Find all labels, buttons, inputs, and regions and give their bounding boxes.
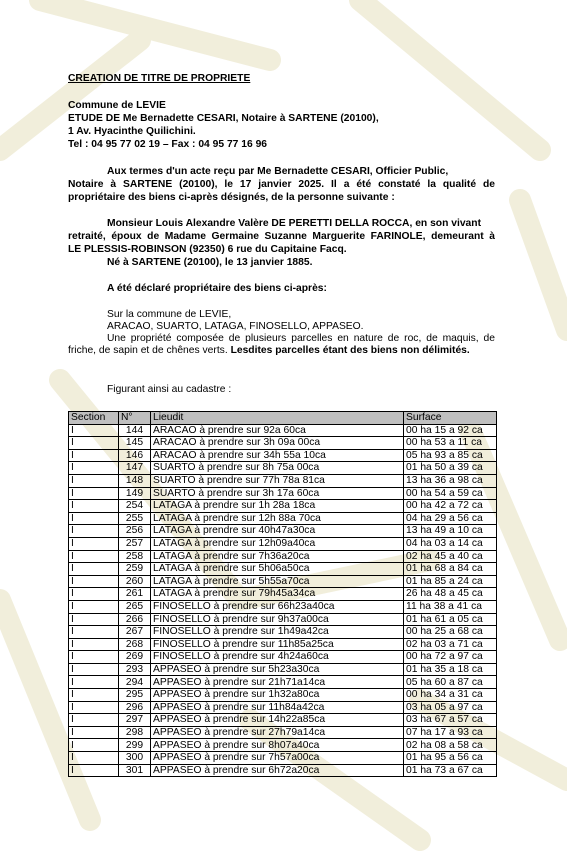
cell-surface: 00 ha 54 a 59 ca [404,487,497,500]
cell-surface: 01 ha 50 a 39 ca [404,462,497,475]
cell-surface: 04 ha 29 a 56 ca [404,512,497,525]
cell-section: I [69,474,119,487]
cell-number: 254 [119,500,151,513]
cell-surface: 01 ha 73 a 67 ca [404,764,497,777]
cell-section: I [69,651,119,664]
cell-number: 295 [119,689,151,702]
cell-surface: 00 ha 53 a 11 ca [404,437,497,450]
intro-line-1: Aux termes d'un acte reçu par Me Bernadette CESARI, Officier Public, [107,166,449,177]
cell-lieudit: APPASEO à prendre sur 5h23a30ca [151,663,404,676]
cell-number: 267 [119,626,151,639]
cell-surface: 13 ha 49 a 10 ca [404,525,497,538]
cell-number: 260 [119,575,151,588]
cell-lieudit: FINOSELLO à prendre sur 11h85a25ca [151,638,404,651]
table-row [69,714,497,727]
cell-number: 261 [119,588,151,601]
cell-number: 265 [119,600,151,613]
cell-lieudit: LATAGA à prendre sur 5h55a70ca [151,575,404,588]
cell-lieudit: APPASEO à prendre sur 8h07a40ca [151,739,404,752]
cell-surface: 07 ha 17 a 93 ca [404,726,497,739]
cell-section: I [69,537,119,550]
cell-section: I [69,525,119,538]
cell-section: I [69,424,119,437]
notary-address-line: 1 Av. Hyacinthe Quilichini. [68,126,196,137]
table-row [69,462,497,475]
cadastre-table-header-row [69,412,497,425]
commune-line: Commune de LEVIE [68,100,166,111]
cell-lieudit: APPASEO à prendre sur 11h84a42ca [151,701,404,714]
cell-lieudit: LATAGA à prendre sur 5h06a50ca [151,563,404,576]
cell-section: I [69,626,119,639]
table-row [69,474,497,487]
cell-lieudit: ARACAO à prendre sur 34h 55a 10ca [151,449,404,462]
cell-section: I [69,512,119,525]
cell-surface: 02 ha 03 a 71 ca [404,638,497,651]
table-row [69,600,497,613]
cell-number: 255 [119,512,151,525]
cell-number: 257 [119,537,151,550]
cell-number: 298 [119,726,151,739]
cell-section: I [69,500,119,513]
property-nature-line [68,345,470,357]
cell-lieudit: LATAGA à prendre sur 1h 28a 18ca [151,500,404,513]
cell-surface: 03 ha 05 a 97 ca [404,701,497,714]
table-row [69,550,497,563]
table-row [69,726,497,739]
cell-lieudit: LATAGA à prendre sur 79h45a34ca [151,588,404,601]
cell-number: 148 [119,474,151,487]
cell-number: 146 [119,449,151,462]
cell-lieudit: APPASEO à prendre sur 14h22a85ca [151,714,404,727]
cell-number: 300 [119,752,151,765]
cell-number: 268 [119,638,151,651]
notary-office-line: ETUDE DE Me Bernadette CESARI, Notaire à SARTENE (20100), [68,113,379,124]
cell-number: 297 [119,714,151,727]
cell-surface: 01 ha 61 a 05 ca [404,613,497,626]
cell-number: 301 [119,764,151,777]
cadastre-table [68,411,497,777]
cell-section: I [69,600,119,613]
cell-surface: 01 ha 35 a 18 ca [404,663,497,676]
cell-section: I [69,714,119,727]
cell-surface: 03 ha 67 a 57 ca [404,714,497,727]
table-row [69,575,497,588]
property-description-line: Une propriété composée de plusieurs parcelles en nature de roc, de maquis, de [107,333,495,344]
column-header-number: N° [119,412,151,425]
cell-number: 147 [119,462,151,475]
cell-surface: 00 ha 42 a 72 ca [404,500,497,513]
property-boundary-note: Lesdites parcelles étant des biens non délimités. [230,345,470,356]
cell-lieudit: LATAGA à prendre sur 7h36a20ca [151,550,404,563]
document-title: CREATION DE TITRE DE PROPRIETE [68,73,251,84]
owner-line-2: retraité, époux de Madame Germaine Suzanne Marguerite FARINOLE, demeurant à [68,231,495,242]
cell-section: I [69,613,119,626]
intro-line-2: Notaire à SARTENE (20100), le 17 janvier 2025. Il a été constaté la qualité de [68,179,495,190]
cell-lieudit: FINOSELLO à prendre sur 1h49a42ca [151,626,404,639]
cell-lieudit: APPASEO à prendre sur 7h57a00ca [151,752,404,765]
cell-surface: 13 ha 36 a 98 ca [404,474,497,487]
table-row [69,764,497,777]
table-row [69,512,497,525]
cell-lieudit: LATAGA à prendre sur 12h 88a 70ca [151,512,404,525]
cell-number: 296 [119,701,151,714]
cell-lieudit: FINOSELLO à prendre sur 66h23a40ca [151,600,404,613]
table-row [69,613,497,626]
cell-section: I [69,764,119,777]
cell-section: I [69,563,119,576]
cell-section: I [69,638,119,651]
cell-lieudit: SUARTO à prendre sur 77h 78a 81ca [151,474,404,487]
table-row [69,437,497,450]
table-row [69,689,497,702]
cell-number: 293 [119,663,151,676]
cadastre-table-body [69,424,497,777]
cell-lieudit: SUARTO à prendre sur 8h 75a 00ca [151,462,404,475]
cell-surface: 05 ha 93 a 85 ca [404,449,497,462]
cell-section: I [69,588,119,601]
cell-section: I [69,462,119,475]
cell-section: I [69,663,119,676]
table-row [69,487,497,500]
cell-section: I [69,726,119,739]
cell-number: 294 [119,676,151,689]
cell-section: I [69,739,119,752]
cell-surface: 00 ha 15 a 92 ca [404,424,497,437]
cell-section: I [69,676,119,689]
table-row [69,752,497,765]
declared-owner-line: A été déclaré propriétaire des biens ci-après: [107,283,327,294]
cell-lieudit: FINOSELLO à prendre sur 9h37a00ca [151,613,404,626]
cell-surface: 05 ha 60 a 87 ca [404,676,497,689]
cell-number: 269 [119,651,151,664]
cell-number: 145 [119,437,151,450]
cell-surface: 04 ha 03 a 14 ca [404,537,497,550]
cell-lieudit: APPASEO à prendre sur 1h32a80ca [151,689,404,702]
property-places-line: ARACAO, SUARTO, LATAGA, FINOSELLO, APPASEO. [107,321,364,332]
notary-contact-line: Tel : 04 95 77 02 19 – Fax : 04 95 77 16 96 [68,139,268,150]
table-row [69,676,497,689]
cell-surface: 01 ha 85 a 24 ca [404,575,497,588]
cell-number: 256 [119,525,151,538]
property-nature-text: friche, de sapin et de chênes verts. [68,345,231,356]
table-row [69,588,497,601]
table-row [69,563,497,576]
cell-surface: 02 ha 45 a 40 ca [404,550,497,563]
cell-surface: 00 ha 72 a 97 ca [404,651,497,664]
table-row [69,537,497,550]
column-header-section: Section [69,412,119,425]
cell-section: I [69,701,119,714]
property-commune-line: Sur la commune de LEVIE, [107,309,232,320]
cell-section: I [69,752,119,765]
cell-number: 259 [119,563,151,576]
table-row [69,626,497,639]
cadastre-intro-line: Figurant ainsi au cadastre : [107,384,232,395]
cell-lieudit: APPASEO à prendre sur 27h79a14ca [151,726,404,739]
cell-surface: 11 ha 38 a 41 ca [404,600,497,613]
cell-lieudit: LATAGA à prendre sur 12h09a40ca [151,537,404,550]
table-row [69,525,497,538]
column-header-lieudit: Lieudit [151,412,404,425]
cell-surface: 00 ha 34 a 31 ca [404,689,497,702]
table-row [69,701,497,714]
table-row [69,651,497,664]
table-row [69,663,497,676]
cell-lieudit: SUARTO à prendre sur 3h 17a 60ca [151,487,404,500]
cell-surface: 01 ha 95 a 56 ca [404,752,497,765]
cell-number: 299 [119,739,151,752]
cell-surface: 02 ha 08 a 58 ca [404,739,497,752]
cell-surface: 00 ha 25 a 68 ca [404,626,497,639]
column-header-surface: Surface [404,412,497,425]
owner-line-3: LE PLESSIS-ROBINSON (92350) 6 rue du Capitaine Facq. [68,244,347,255]
owner-line-1: Monsieur Louis Alexandre Valère DE PERETTI DELLA ROCCA, en son vivant [107,218,482,229]
cell-surface: 01 ha 68 a 84 ca [404,563,497,576]
cell-lieudit: LATAGA à prendre sur 40h47a30ca [151,525,404,538]
cell-lieudit: ARACAO à prendre sur 92a 60ca [151,424,404,437]
table-row [69,500,497,513]
cell-section: I [69,437,119,450]
cell-lieudit: APPASEO à prendre sur 21h71a14ca [151,676,404,689]
cell-section: I [69,550,119,563]
intro-line-3: propriétaire des biens ci-après désignés, de la personne suivante : [68,192,395,203]
cell-lieudit: APPASEO à prendre sur 6h72a20ca [151,764,404,777]
cell-section: I [69,449,119,462]
cell-number: 144 [119,424,151,437]
table-row [69,424,497,437]
cell-section: I [69,575,119,588]
cell-section: I [69,689,119,702]
table-row [69,638,497,651]
owner-birth-line: Né à SARTENE (20100), le 13 janvier 1885. [107,257,313,268]
cell-surface: 26 ha 48 a 45 ca [404,588,497,601]
cell-number: 149 [119,487,151,500]
table-row [69,449,497,462]
cell-lieudit: ARACAO à prendre sur 3h 09a 00ca [151,437,404,450]
table-row [69,739,497,752]
cell-number: 266 [119,613,151,626]
cell-section: I [69,487,119,500]
cell-lieudit: FINOSELLO à prendre sur 4h24a60ca [151,651,404,664]
cell-number: 258 [119,550,151,563]
